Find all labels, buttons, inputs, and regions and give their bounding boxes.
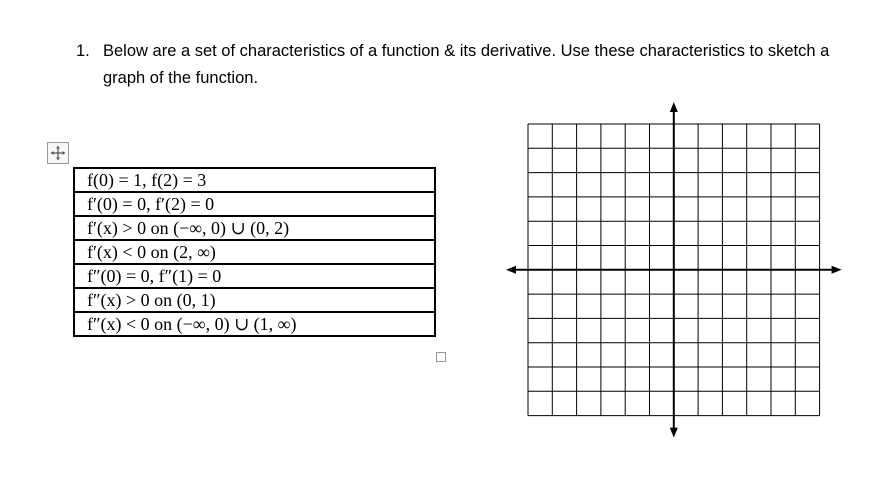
- characteristic-row: [74, 264, 435, 288]
- characteristic-row: [74, 168, 435, 192]
- characteristic-cell[interactable]: f″(x) > 0 on (0, 1): [74, 288, 435, 312]
- table-resize-handle-icon[interactable]: [436, 352, 446, 362]
- characteristic-cell[interactable]: f′(0) = 0, f′(2) = 0: [74, 192, 435, 216]
- characteristic-cell[interactable]: f′(x) > 0 on (−∞, 0) ∪ (0, 2): [74, 216, 435, 240]
- y-axis-down-arrow-icon: [670, 428, 678, 438]
- move-arrows-icon: [50, 145, 66, 161]
- characteristic-row: [74, 240, 435, 264]
- x-axis-right-arrow-icon: [832, 266, 842, 274]
- question-number: 1.: [76, 42, 90, 60]
- question-text: Below are a set of characteristics of a function & its derivative. Use these characteristics to sketch a graph of the function.: [103, 42, 830, 87]
- coordinate-grid[interactable]: [500, 96, 845, 441]
- characteristic-row: [74, 216, 435, 240]
- characteristic-cell[interactable]: f″(x) < 0 on (−∞, 0) ∪ (1, ∞): [74, 312, 435, 336]
- table-move-handle-icon[interactable]: [47, 142, 69, 164]
- question-1: [76, 38, 856, 92]
- characteristic-cell[interactable]: f(0) = 1, f(2) = 3: [74, 168, 435, 192]
- characteristics-table: [73, 167, 436, 337]
- characteristic-row: [74, 312, 435, 336]
- x-axis-left-arrow-icon: [506, 266, 516, 274]
- characteristic-cell[interactable]: f′(x) < 0 on (2, ∞): [74, 240, 435, 264]
- characteristic-row: [74, 288, 435, 312]
- y-axis-up-arrow-icon: [670, 102, 678, 112]
- characteristic-cell[interactable]: f″(0) = 0, f″(1) = 0: [74, 264, 435, 288]
- characteristic-row: [74, 192, 435, 216]
